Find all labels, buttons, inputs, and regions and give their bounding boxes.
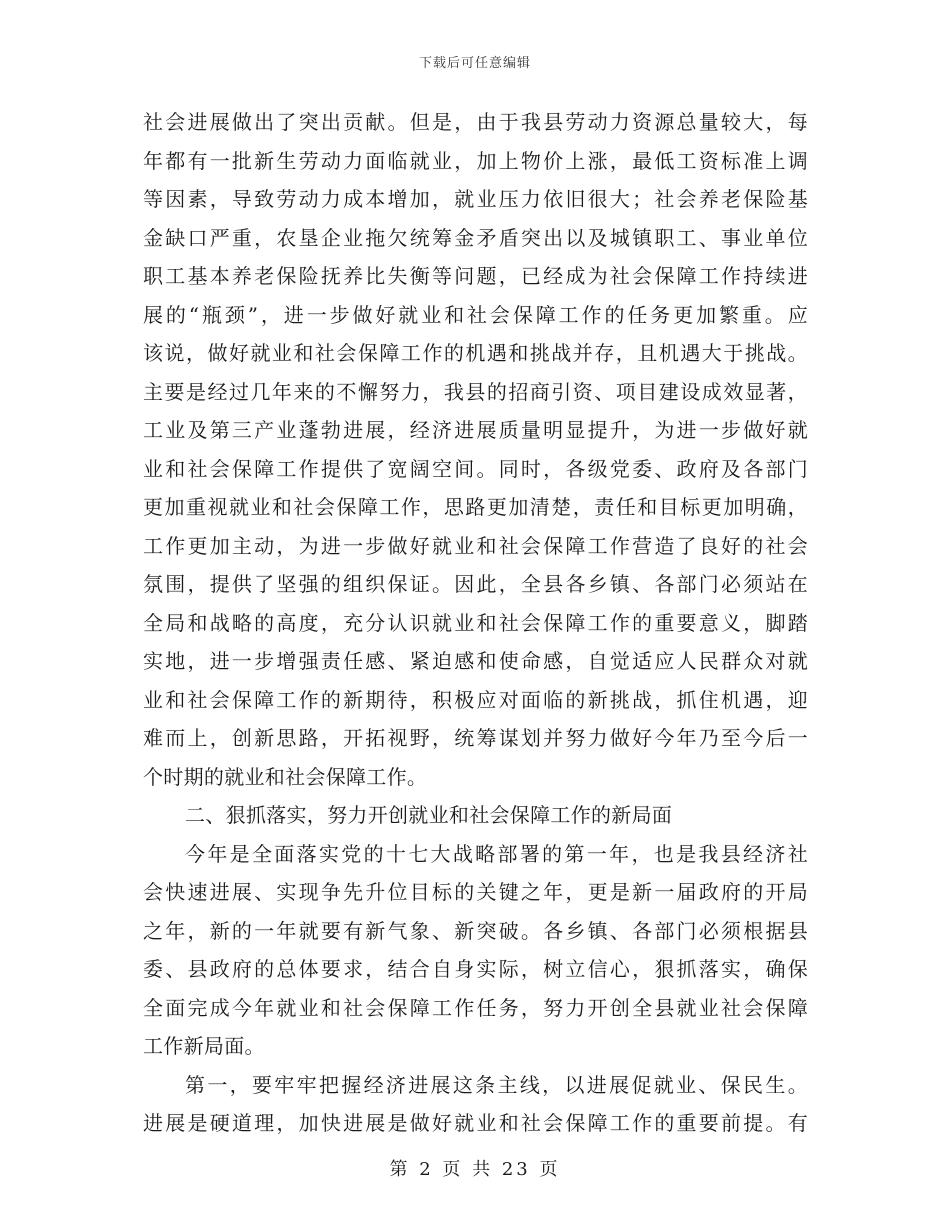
text-line: 工业及第三产业蓬勃进展，经济进展质量明显提升，为进一步做好就 [143,418,808,442]
section-heading: 二、狠抓落实，努力开创就业和社会保障工作的新局面 [185,803,673,827]
text-line: 业和社会保障工作提供了宽阔空间。同时，各级党委、政府及各部门 [143,456,808,481]
text-line: 展的“瓶颈”，进一步做好就业和社会保障工作的任务更加繁重。应 [143,302,808,327]
text-line: 职工基本养老保险抚养比失衡等问题，已经成为社会保障工作持续进 [143,264,808,288]
text-line: 全局和战略的高度，充分认识就业和社会保障工作的重要意义，脚踏 [143,610,808,635]
page-header: 下载后可任意编辑 [418,56,531,71]
text-line: 年都有一批新生劳动力面临就业，加上物价上涨，最低工资标准上调 [143,148,808,173]
text-line: 实地，进一步增强责任感、紧迫感和使命感，自觉适应人民群众对就 [143,649,808,673]
text-line: 委、县政府的总体要求，结合自身实际，树立信心，狠抓落实，确保 [143,957,808,981]
text-line: 工作新局面。 [143,1034,265,1058]
text-line: 该说，做好就业和社会保障工作的机遇和挑战并存，且机遇大于挑战。 [143,341,808,365]
text-line: 难而上，创新思路，开拓视野，统筹谋划并努力做好今年乃至今后一 [143,726,808,750]
text-line: 工作更加主动，为进一步做好就业和社会保障工作营造了良好的社会 [143,533,808,558]
text-line: 会快速进展、实现争先升位目标的关键之年，更是新一届政府的开局 [143,880,808,904]
text-line: 个时期的就业和社会保障工作。 [143,764,428,789]
text-line: 社会进展做出了突出贡献。但是，由于我县劳动力资源总量较大，每 [143,110,808,134]
text-line: 之年，新的一年就要有新气象、新突破。各乡镇、各部门必须根据县 [143,918,808,943]
text-line: 等因素，导致劳动力成本增加，就业压力依旧很大；社会养老保险基 [143,187,808,211]
text-line: 金缺口严重，农垦企业拖欠统筹金矛盾突出以及城镇职工、事业单位 [143,225,808,250]
text-line: 全面完成今年就业和社会保障工作任务，努力开创全县就业社会保障 [143,995,808,1020]
text-line: 更加重视就业和社会保障工作，思路更加清楚，责任和目标更加明确， [143,495,808,519]
text-line: 业和社会保障工作的新期待，积极应对面临的新挑战，抓住机遇，迎 [143,687,808,712]
text-line: 主要是经过几年来的不懈努力，我县的招商引资、项目建设成效显著， [143,379,808,404]
page-number: 第 2 页 共 23 页 [389,1159,561,1180]
text-line: 今年是全面落实党的十七大战略部署的第一年，也是我县经济社 [185,841,808,866]
text-line: 进展是硬道理，加快进展是做好就业和社会保障工作的重要前提。有 [143,1111,808,1135]
text-line: 第一，要牢牢把握经济进展这条主线，以进展促就业、保民生。 [185,1072,808,1097]
document-body [143,103,808,1143]
text-line: 氛围，提供了坚强的组织保证。因此，全县各乡镇、各部门必须站在 [143,572,808,596]
